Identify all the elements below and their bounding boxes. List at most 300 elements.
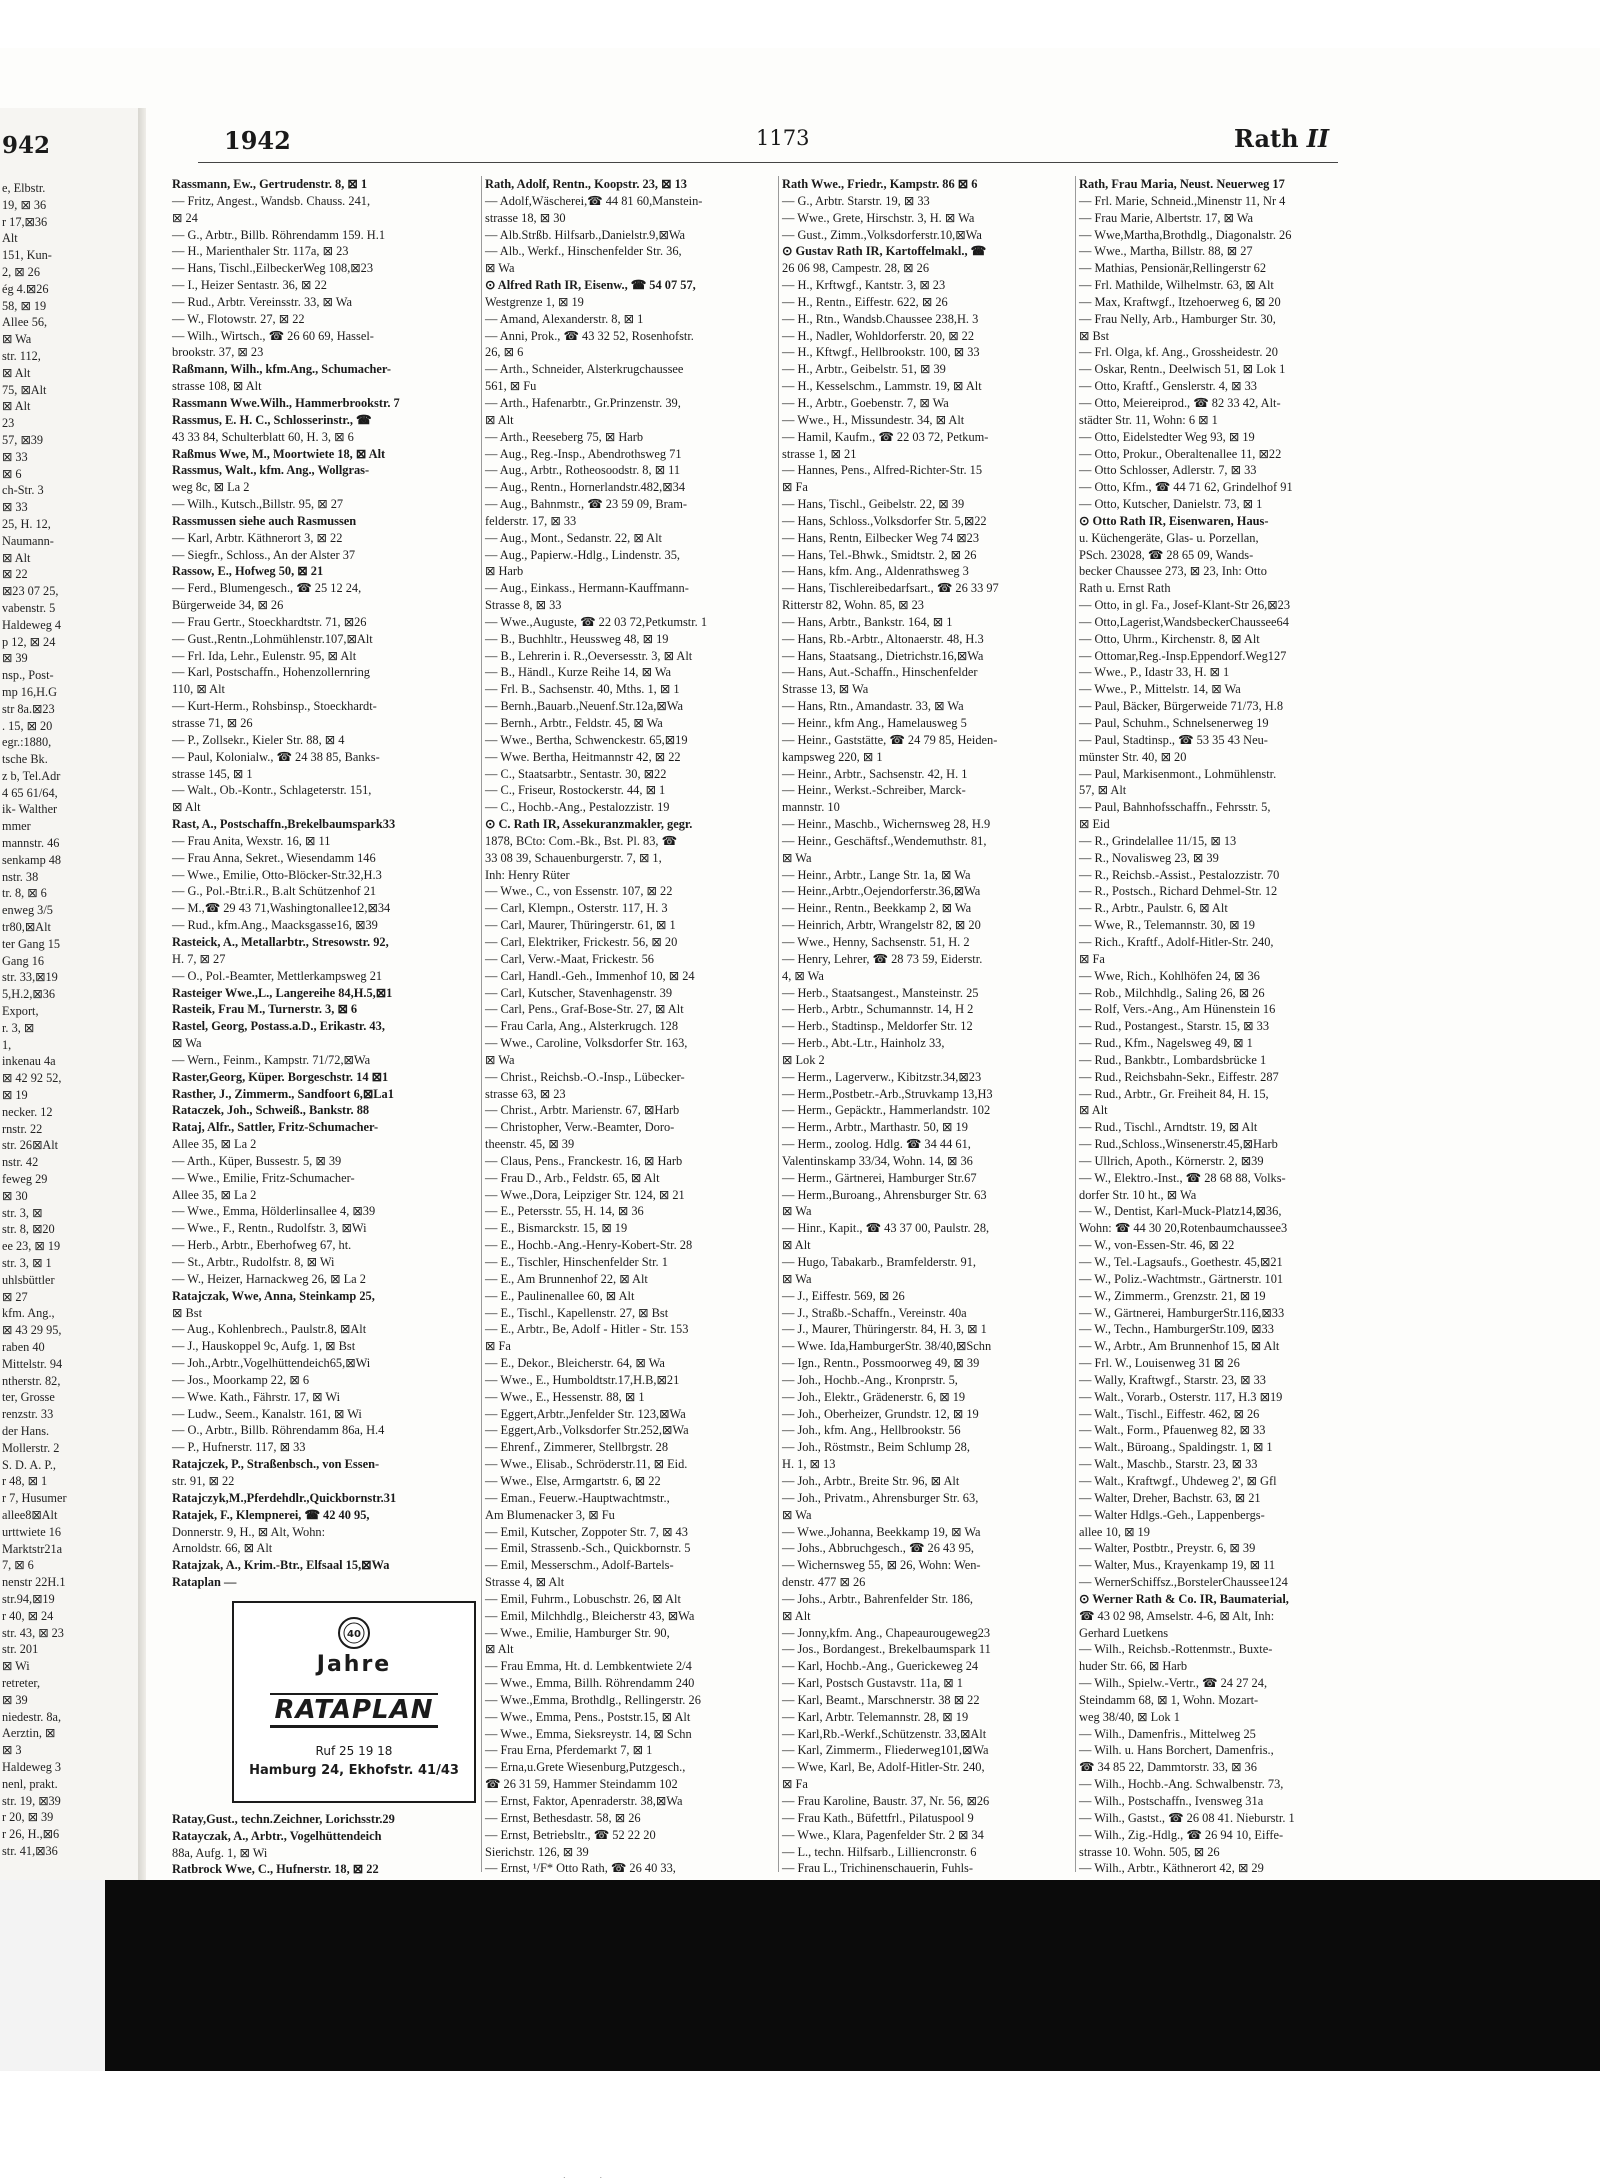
- directory-entry: — Wilh., Wirtsch., ☎ 26 60 69, Hassel-: [172, 328, 374, 343]
- directory-entry: — G., Arbtr. Starstr. 19, ⊠ 33: [782, 193, 930, 208]
- directory-entry: — E., Petersstr. 55, H. 14, ⊠ 36: [485, 1204, 644, 1219]
- previous-page-line: 25, H. 12,: [2, 516, 51, 531]
- directory-entry: — Rud., Reichsbahn-Sekr., Eiffestr. 287: [1079, 1069, 1279, 1084]
- directory-entry: — Hans, Aut.-Schaffn., Hinschenfelder: [782, 665, 978, 680]
- directory-entry: Steindamm 68, ⊠ 1, Wohn. Mozart-: [1079, 1692, 1259, 1707]
- directory-entry: — Frau Emma, Ht. d. Lembkentwiete 2/4: [485, 1659, 692, 1674]
- directory-entry: — Wichernsweg 55, ⊠ 26, Wohn: Wen-: [782, 1558, 981, 1573]
- directory-entry: — Frl. Olga, kf. Ang., Grossheidestr. 20: [1079, 345, 1278, 360]
- previous-page-line: renzstr. 33: [2, 1407, 54, 1422]
- directory-entry: ☎ 26 31 59, Hammer Steindamm 102: [485, 1777, 678, 1792]
- directory-entry: ⊠ Alt: [485, 1642, 514, 1657]
- directory-entry: — Adolf,Wäscherei,☎ 44 81 60,Manstein-: [485, 193, 703, 208]
- directory-entry: Rasther, J., Zimmerm., Sandfoort 6,⊠La1: [172, 1086, 394, 1101]
- directory-entry: — R., Postsch., Richard Dehmel-Str. 12: [1079, 884, 1278, 899]
- directory-entry: — Aug., Mont., Sedanstr. 22, ⊠ Alt: [485, 530, 662, 545]
- directory-entry: — Wwe., Emilie, Fritz-Schumacher-: [172, 1170, 355, 1185]
- directory-entry: — Rud., Postangest., Starstr. 15, ⊠ 33: [1079, 1019, 1270, 1034]
- directory-entry: — Wwe., P., Mittelstr. 14, ⊠ Wa: [1079, 682, 1241, 697]
- directory-entry: Rath, Adolf, Rentn., Koopstr. 23, ⊠ 13: [485, 177, 687, 191]
- directory-entry: Rath u. Ernst Rath: [1079, 581, 1171, 596]
- directory-entry: — Otto, Eidelstedter Weg 93, ⊠ 19: [1079, 429, 1255, 444]
- directory-entry: — Aug., Rentn., Hornerlandstr.482,⊠34: [485, 480, 686, 495]
- previous-page-line: ⊠ 3: [2, 1743, 22, 1758]
- previous-page-line: str.94,⊠19: [2, 1591, 55, 1606]
- previous-page-line: ég 4.⊠26: [2, 281, 49, 296]
- directory-entry: Rassmann Wwe.Wilh., Hammerbrookstr. 7: [172, 395, 400, 410]
- directory-entry: ⊠ Harb: [485, 564, 524, 579]
- directory-entry: — Paul, Schuhm., Schnelsenerweg 19: [1079, 716, 1269, 730]
- directory-entry: Rasteick, A., Metallarbtr., Stresowstr. 92,: [172, 934, 389, 949]
- directory-entry: Rataczek, Joh., Schweiß., Bankstr. 88: [172, 1103, 370, 1118]
- previous-page-line: 23: [2, 416, 15, 431]
- directory-entry: — Eman., Feuerw.-Hauptwachtmstr.,: [485, 1490, 670, 1505]
- directory-entry: — L., techn. Hilfsarb., Lilliencronstr. 6: [782, 1844, 977, 1859]
- directory-entry: ⊠ Bst: [1079, 328, 1110, 343]
- previous-page-line: retreter,: [2, 1675, 41, 1690]
- directory-entry: — Wwe. Ida,HamburgerStr. 38/40,⊠Schn: [782, 1339, 992, 1354]
- previous-page-line: r 48, ⊠ 1: [2, 1474, 48, 1489]
- directory-entry: Raßmus Wwe, M., Moortwiete 18, ⊠ Alt: [172, 446, 386, 461]
- directory-entry: — Arth., Reeseberg 75, ⊠ Harb: [485, 429, 644, 444]
- directory-entry: ⊙ C. Rath IR, Assekuranzmakler, gegr.: [485, 817, 693, 832]
- previous-page-line: tr. 8, ⊠ 6: [2, 886, 47, 901]
- directory-entry: — Claus, Pens., Franckestr. 16, ⊠ Harb: [485, 1153, 683, 1168]
- previous-page-line: urttwiete 16: [2, 1524, 62, 1539]
- previous-page-line: Marktstr21a: [2, 1541, 63, 1556]
- directory-entry: — M.,☎ 29 43 71,Washingtonallee12,⊠34: [172, 901, 391, 916]
- directory-entry: — Hamil, Kaufm., ☎ 22 03 72, Petkum-: [782, 429, 989, 444]
- directory-entry: Rasteiger Wwe.,L., Langereihe 84,H.5,⊠1: [172, 985, 393, 1000]
- directory-entry: 110, ⊠ Alt: [172, 682, 225, 697]
- previous-page-line: z b, Tel.Adr: [2, 768, 61, 783]
- directory-entry: ⊠ Wa: [172, 1036, 202, 1051]
- previous-page-line: r 40, ⊠ 24: [2, 1608, 54, 1623]
- directory-entry: — H., Kesselschm., Lammstr. 19, ⊠ Alt: [782, 379, 982, 394]
- directory-entry: — Wilh., Damenfris., Mittelweg 25: [1079, 1726, 1256, 1741]
- previous-page-line: Haldeweg 3: [2, 1759, 62, 1774]
- directory-entry: — Aug., Reg.-Insp., Abendrothsweg 71: [485, 446, 682, 461]
- directory-entry: Gerhard Luetkens: [1079, 1625, 1169, 1640]
- directory-entry: — H., Arbtr., Geibelstr. 51, ⊠ 39: [782, 362, 946, 377]
- directory-entry: — WernerSchiffsz.,BorstelerChaussee124: [1079, 1575, 1288, 1590]
- directory-entry: dorfer Str. 10 ht., ⊠ Wa: [1079, 1187, 1197, 1202]
- directory-entry: — Karl, Postsch Gustavstr. 11a, ⊠ 1: [782, 1676, 963, 1691]
- scanner-black-band: [0, 1880, 1600, 2071]
- previous-page-line: e, Elbstr.: [2, 181, 46, 195]
- directory-entry: — H., Nadler, Wohldorferstr. 20, ⊠ 22: [782, 328, 975, 343]
- directory-entry: — E., Tischler, Hinschenfelder Str. 1: [485, 1255, 668, 1269]
- directory-entry: — Jos., Moorkamp 22, ⊠ 6: [172, 1372, 310, 1387]
- directory-entry: — Frau Anna, Sekret., Wiesendamm 146: [172, 850, 376, 865]
- directory-entry: — W., Flotowstr. 27, ⊠ 22: [172, 311, 305, 326]
- directory-entry: — Aug., Einkass., Hermann-Kauffmann-: [485, 581, 689, 596]
- previous-page-line: ⊠ 39: [2, 1692, 28, 1707]
- previous-page-line: ⊠ 33: [2, 500, 28, 515]
- directory-entry: ⊠ Wa: [485, 261, 515, 276]
- directory-entry: — Herm., zoolog. Hdlg. ☎ 34 44 61,: [782, 1137, 971, 1152]
- directory-entry: — C., Hochb.-Ang., Pestalozzistr. 19: [485, 800, 670, 815]
- directory-entry: städter Str. 11, Wohn: 6 ⊠ 1: [1079, 412, 1218, 427]
- directory-entry: weg 8c, ⊠ La 2: [172, 480, 250, 495]
- directory-entry: — Heinr., Geschäftsf.,Wendemuthstr. 81,: [782, 833, 987, 848]
- directory-entry: strasse 145, ⊠ 1: [172, 766, 253, 781]
- directory-entry: Allee 35, ⊠ La 2: [172, 1137, 257, 1152]
- directory-entry: — Eggert,Arbtr.,Jenfelder Str. 123,⊠Wa: [485, 1406, 686, 1421]
- directory-entry: — E., Paulinenallee 60, ⊠ Alt: [485, 1288, 635, 1303]
- directory-entry: — W., von-Essen-Str. 46, ⊠ 22: [1079, 1238, 1235, 1253]
- previous-page-line: ch-Str. 3: [2, 483, 44, 498]
- directory-entry: — Rud., Kfm., Nagelsweg 49, ⊠ 1: [1079, 1036, 1253, 1051]
- directory-entry: — Karl, Hochb.-Ang., Guerickeweg 24: [782, 1659, 979, 1674]
- directory-entry: — Wwe., Emma, Pens., Poststr.15, ⊠ Alt: [485, 1709, 691, 1724]
- directory-entry: — W., Heizer, Harnackweg 26, ⊠ La 2: [172, 1271, 366, 1286]
- directory-entry: — Ign., Rentn., Possmoorweg 49, ⊠ 39: [782, 1356, 980, 1371]
- running-title-name: Rath: [1234, 124, 1299, 153]
- directory-entry: ⊠ Wa: [485, 1052, 515, 1067]
- directory-entry: — Frau D., Arb., Feldstr. 65, ⊠ Alt: [485, 1170, 660, 1185]
- directory-entry: — C., Staatsarbtr., Sentastr. 30, ⊠22: [485, 766, 667, 781]
- directory-entry: — Hans, Schloss.,Volksdorfer Str. 5,⊠22: [782, 513, 987, 528]
- directory-entry: ⊙ Alfred Rath IR, Eisenw., ☎ 54 07 57,: [485, 278, 696, 293]
- directory-entry: Rastel, Georg, Postass.a.D., Erikastr. 43,: [172, 1019, 385, 1034]
- directory-entry: — Paul, Bahnhofsschaffn., Fehrsstr. 5,: [1079, 800, 1271, 815]
- directory-entry: strasse 1, ⊠ 21: [782, 446, 857, 461]
- directory-entry: Am Blumenacker 3, ⊠ Fu: [485, 1507, 615, 1522]
- previous-page-line: feweg 29: [2, 1172, 48, 1187]
- directory-entry: — Karl, Beamt., Marschnerstr. 38 ⊠ 22: [782, 1692, 980, 1707]
- directory-entry: — Heinr.,Arbtr.,Oejendorferstr.36,⊠Wa: [782, 884, 981, 899]
- directory-entry: — Frau Karoline, Baustr. 37, Nr. 56, ⊠26: [782, 1794, 990, 1808]
- directory-entry: — St., Arbtr., Rudolfstr. 8, ⊠ Wi: [172, 1255, 335, 1269]
- previous-page-line: raben 40: [2, 1339, 45, 1354]
- column-divider: [1075, 176, 1076, 1872]
- previous-page-line: r. 3, ⊠: [2, 1020, 35, 1035]
- directory-entry: — Fritz, Angest., Wandsb. Chauss. 241,: [172, 193, 371, 208]
- column-4: [1079, 176, 1385, 1876]
- directory-entry: ⊠ Wa: [782, 1271, 812, 1286]
- directory-entry: — W., Tel.-Lagsaufs., Goethestr. 45,⊠21: [1079, 1255, 1283, 1269]
- directory-entry: — J., Straßb.-Schaffn., Vereinstr. 40a: [782, 1305, 967, 1320]
- directory-entry: — H., Krftwgf., Kantstr. 3, ⊠ 23: [782, 278, 946, 293]
- directory-entry: — C., Friseur, Rostockerstr. 44, ⊠ 1: [485, 783, 666, 798]
- directory-entry: 561, ⊠ Fu: [485, 379, 537, 394]
- directory-entry: — Anni, Prok., ☎ 43 32 52, Rosenhofstr.: [485, 328, 694, 343]
- directory-entry: — W., Dentist, Karl-Muck-Platz14,⊠36,: [1079, 1204, 1282, 1219]
- directory-entry: — I., Heizer Sentastr. 36, ⊠ 22: [172, 278, 327, 293]
- directory-entry: felderstr. 17, ⊠ 33: [485, 513, 577, 528]
- directory-entry: — Rob., Milchhdlg., Saling 26, ⊠ 26: [1079, 985, 1265, 1000]
- directory-entry: denstr. 477 ⊠ 26: [782, 1575, 866, 1590]
- previous-page-line: str. 3, ⊠ 1: [2, 1256, 52, 1270]
- previous-page-line: 151, Kun-: [2, 248, 52, 263]
- directory-entry: — Wwe., E., Humboldtstr.17,H.B,⊠21: [485, 1372, 680, 1387]
- bottom-margin: [0, 2071, 1600, 2177]
- directory-entry: strasse 63, ⊠ 23: [485, 1086, 566, 1101]
- previous-page-line: vabenstr. 5: [2, 600, 56, 615]
- directory-entry: ⊠ 24: [172, 210, 198, 225]
- directory-entry: Ratajczyk,M.,Pferdehdlr.,Quickbornstr.31: [172, 1490, 397, 1505]
- previous-page-line: niedestr. 8a,: [2, 1709, 62, 1724]
- directory-entry: — Ludw., Seem., Kanalstr. 161, ⊠ Wi: [172, 1406, 362, 1421]
- previous-page-line: p 12, ⊠ 24: [2, 634, 56, 649]
- directory-entry: — Carl, Pens., Graf-Bose-Str. 27, ⊠ Alt: [485, 1002, 684, 1017]
- ad-address: Hamburg 24, Ekhofstr. 41/43: [249, 1762, 459, 1778]
- directory-entry: Raßmann, Wilh., kfm.Ang., Schumacher-: [172, 362, 392, 377]
- previous-page-line: mannstr. 46: [2, 836, 60, 851]
- directory-entry: — Oskar, Rentn., Deelwisch 51, ⊠ Lok 1: [1079, 362, 1286, 377]
- directory-entry: Ratajczak, Wwe, Anna, Steinkamp 25,: [172, 1288, 375, 1303]
- directory-entry: — Rud., kfm.Ang., Maacksgasse16, ⊠39: [172, 918, 378, 933]
- directory-entry: — Wilh. u. Hans Borchert, Damenfris.,: [1079, 1743, 1274, 1758]
- directory-entry: — Ullrich, Apoth., Körnerstr. 2, ⊠39: [1079, 1153, 1264, 1168]
- directory-entry: — H., Rentn., Eiffestr. 622, ⊠ 26: [782, 294, 948, 309]
- directory-entry: mannstr. 10: [782, 800, 840, 815]
- directory-entry: — Wwe.,Dora, Leipziger Str. 124, ⊠ 21: [485, 1187, 685, 1202]
- directory-entry: Bürgerweide 34, ⊠ 26: [172, 598, 284, 613]
- column-divider: [778, 176, 779, 1872]
- directory-entry: — Hans, Staatsang., Dietrichstr.16,⊠Wa: [782, 648, 984, 663]
- directory-entry: — Wwe., Emma, Billh. Röhrendamm 240: [485, 1676, 695, 1691]
- previous-page-line: str. 201: [2, 1642, 39, 1657]
- directory-entry: — Otto, in gl. Fa., Josef-Klant-Str 26,⊠23: [1079, 598, 1291, 613]
- directory-entry: — Frl. Ida, Lehr., Eulenstr. 95, ⊠ Alt: [172, 648, 357, 663]
- directory-entry: — Otto, Meiereiprod., ☎ 82 33 42, Alt-: [1079, 395, 1281, 410]
- directory-entry: — Ernst, Bethesdastr. 58, ⊠ 26: [485, 1810, 641, 1825]
- directory-entry: u. Küchengeräte, Glas- u. Porzellan,: [1079, 530, 1259, 545]
- directory-entry: — Joh., Privatm., Ahrensburger Str. 63,: [782, 1490, 979, 1505]
- book-gutter: [138, 108, 146, 1880]
- directory-entry: — Hans, kfm. Ang., Aldenrathsweg 3: [782, 564, 969, 579]
- directory-entry: — Rud., Tischl., Arndtstr. 19, ⊠ Alt: [1079, 1120, 1258, 1135]
- previous-page-line: Aerztin, ⊠: [2, 1726, 56, 1741]
- previous-page-line: ⊠ 33: [2, 449, 28, 464]
- directory-entry: — Arth., Schneider, Alsterkrugchaussee: [485, 362, 684, 377]
- previous-page-line: str. 43, ⊠ 23: [2, 1625, 64, 1640]
- directory-entry: — O., Pol.-Beamter, Mettlerkampsweg 21: [172, 968, 383, 983]
- directory-entry: 26, ⊠ 6: [485, 345, 524, 360]
- directory-entry: — Wwe., Klara, Pagenfelder Str. 2 ⊠ 34: [782, 1827, 984, 1842]
- directory-entry: brookstr. 37, ⊠ 23: [172, 345, 264, 360]
- directory-entry: — B., Buchhltr., Heussweg 48, ⊠ 19: [485, 631, 669, 646]
- directory-entry: — Walter, Postbtr., Preystr. 6, ⊠ 39: [1079, 1541, 1256, 1556]
- directory-entry: Rassmann, Ew., Gertrudenstr. 8, ⊠ 1: [172, 177, 368, 191]
- directory-entry: — Herb., Abt.-Ltr., Hainholz 33,: [782, 1036, 945, 1051]
- directory-entry: — Frau Gertr., Stoeckhardtstr. 71, ⊠26: [172, 614, 367, 629]
- scanner-edge-strip: [0, 1880, 105, 2071]
- column-2: [485, 176, 791, 1876]
- directory-entry: 26 06 98, Campestr. 28, ⊠ 26: [782, 261, 930, 276]
- directory-entry: — Emil, Milchhdlg., Bleicherstr 43, ⊠Wa: [485, 1608, 695, 1623]
- directory-entry: — Frau Erna, Pferdemarkt 7, ⊠ 1: [485, 1743, 653, 1758]
- directory-entry: ⊠ Lok 2: [782, 1052, 825, 1067]
- previous-page-line: 19, ⊠ 36: [2, 197, 47, 212]
- directory-entry: ⊠ Alt: [1079, 1103, 1108, 1118]
- directory-entry: — Jos., Bordangest., Brekelbaumspark 11: [782, 1642, 991, 1657]
- directory-entry: — Carl, Elektriker, Frickestr. 56, ⊠ 20: [485, 934, 678, 949]
- previous-page-line: senkamp 48: [2, 852, 62, 867]
- previous-page-line: str. 26⊠Alt: [2, 1138, 59, 1153]
- directory-entry: ⊠ Bst: [172, 1305, 203, 1320]
- directory-entry: — Max, Kraftwgf., Itzehoerweg 6, ⊠ 20: [1079, 294, 1281, 309]
- previous-page-line: enweg 3/5: [2, 903, 53, 918]
- directory-entry: — Walter Hdlgs.-Geh., Lappenbergs-: [1079, 1507, 1265, 1522]
- previous-page-line: inkenau 4a: [2, 1054, 56, 1069]
- directory-entry: — Hans, Arbtr., Bankstr. 164, ⊠ 1: [782, 614, 953, 629]
- directory-entry: strasse 10. Wohn. 505, ⊠ 26: [1079, 1844, 1220, 1859]
- directory-entry: — Heinr., kfm Ang., Hamelausweg 5: [782, 716, 967, 730]
- previous-page-line: ee 23, ⊠ 19: [2, 1239, 61, 1254]
- directory-entry: Ratajzak, A., Krim.-Btr., Elfsaal 15,⊠Wa: [172, 1558, 390, 1573]
- directory-entry: — Walter, Mus., Krayenkamp 19, ⊠ 11: [1079, 1558, 1276, 1573]
- directory-entry: ⊠ Alt: [172, 800, 201, 815]
- directory-entry: ⊠ Wa: [782, 850, 812, 865]
- directory-entry: — Arth., Küper, Bussestr. 5, ⊠ 39: [172, 1153, 342, 1168]
- directory-entry: — Herm., Gärtnerei, Hamburger Str.67: [782, 1170, 977, 1185]
- page-header: [146, 122, 1396, 162]
- directory-entry: — E., Am Brunnenhof 22, ⊠ Alt: [485, 1271, 648, 1286]
- directory-entry: — Wilh., Gastst., ☎ 26 08 41. Nieburstr. 1: [1079, 1810, 1295, 1825]
- directory-entry: — Jonny,kfm. Ang., Chapeaurougeweg23: [782, 1625, 991, 1640]
- directory-entry: ⊙ Gustav Rath IR, Kartoffelmakl., ☎: [782, 244, 987, 259]
- directory-entry: — E., Hochb.-Ang.-Henry-Kobert-Str. 28: [485, 1238, 693, 1253]
- directory-entry: Ritterstr 82, Wohn. 85, ⊠ 23: [782, 598, 925, 613]
- top-margin: [0, 0, 1600, 48]
- directory-entry: — Herm., Gepäcktr., Hammerlandstr. 102: [782, 1103, 991, 1118]
- directory-entry: Arnoldstr. 66, ⊠ Alt: [172, 1541, 273, 1556]
- directory-entry: — Herm., Arbtr., Marthastr. 50, ⊠ 19: [782, 1120, 968, 1135]
- directory-entry: 57, ⊠ Alt: [1079, 783, 1127, 798]
- directory-entry: — Mathias, Pensionär,Rellingerstr 62: [1079, 261, 1267, 276]
- directory-entry: — Gust.,Rentn.,Lohmühlenstr.107,⊠Alt: [172, 631, 373, 646]
- directory-entry: — Hans, Tischl., Geibelstr. 22, ⊠ 39: [782, 497, 965, 512]
- directory-entry: — Otto,Lagerist,WandsbeckerChaussee64: [1079, 614, 1289, 629]
- directory-entry: — Joh., kfm. Ang., Hellbrookstr. 56: [782, 1423, 961, 1438]
- directory-entry: — Hans, Tischl.,EilbeckerWeg 108,⊠23: [172, 261, 374, 276]
- previous-page-line: 57, ⊠39: [2, 432, 44, 447]
- directory-entry: strasse 108, ⊠ Alt: [172, 379, 262, 394]
- directory-entry: — E., Tischl., Kapellenstr. 27, ⊠ Bst: [485, 1305, 669, 1320]
- directory-entry: Rataplan —: [172, 1575, 237, 1590]
- previous-page-header: 942: [2, 132, 51, 159]
- directory-entry: — Alb., Werkf., Hinschenfelder Str. 36,: [485, 244, 682, 259]
- directory-entry: Ratajczek, P., Straßenbsch., von Essen-: [172, 1457, 380, 1472]
- directory-entry: ⊠ Wa: [782, 1507, 812, 1522]
- directory-entry: Strasse 4, ⊠ Alt: [485, 1575, 565, 1590]
- directory-entry: — Frau Anita, Wexstr. 16, ⊠ 11: [172, 833, 331, 848]
- previous-page-line: ⊠ 43 29 95,: [2, 1323, 62, 1338]
- directory-entry: — Heinr., Arbtr., Lange Str. 1a, ⊠ Wa: [782, 867, 971, 882]
- running-title: [1234, 124, 1329, 153]
- previous-page-line: uhlsbüttler: [2, 1272, 55, 1287]
- volume-numeral: II: [1306, 124, 1330, 153]
- directory-entry: — Emil, Messerschm., Adolf-Bartels-: [485, 1558, 674, 1573]
- directory-entry: ⊠ Fa: [485, 1339, 511, 1354]
- previous-page-line: tsche Bk.: [2, 752, 48, 767]
- directory-entry: — Siegfr., Schloss., An der Alster 37: [172, 547, 356, 562]
- directory-entry: Wohn: ☎ 44 30 20,Rotenbaumchaussee3: [1079, 1221, 1288, 1236]
- previous-page-line: ⊠ 27: [2, 1289, 28, 1304]
- directory-entry: — R., Arbtr., Paulstr. 6, ⊠ Alt: [1079, 901, 1228, 916]
- directory-entry: — Wilh., Zig.-Hdlg., ☎ 26 94 10, Eiffe-: [1079, 1827, 1284, 1842]
- directory-entry: — Karl, Zimmerm., Fliederweg101,⊠Wa: [782, 1743, 989, 1758]
- directory-entry: Rath, Frau Maria, Neust. Neuerweg 17: [1079, 177, 1285, 191]
- directory-entry: — Carl, Verw.-Maat, Frickestr. 56: [485, 951, 654, 966]
- directory-entry: — H., Rtn., Wandsb.Chaussee 238,H. 3: [782, 311, 979, 326]
- directory-entry: H. 1, ⊠ 13: [782, 1457, 836, 1472]
- directory-entry: — W., Techn., HamburgerStr.109, ⊠33: [1079, 1322, 1274, 1337]
- directory-entry: kampsweg 220, ⊠ 1: [782, 749, 883, 764]
- rataplan-advertisement: [232, 1601, 476, 1803]
- directory-entry: — Wwe. Bertha, Heitmannstr 42, ⊠ 22: [485, 749, 681, 764]
- directory-entry: — Heinr., Gaststätte, ☎ 24 79 85, Heiden-: [782, 732, 998, 747]
- directory-entry: Ratajek, F., Klempnerei, ☎ 42 40 95,: [172, 1507, 370, 1522]
- directory-entry: — H., Marienthaler Str. 117a, ⊠ 23: [172, 244, 349, 259]
- directory-entry: — Paul, Stadtinsp., ☎ 53 35 43 Neu-: [1079, 732, 1268, 747]
- directory-entry: — E., Arbtr., Be, Adolf - Hitler - Str. 153: [485, 1322, 689, 1337]
- directory-entry: — Bernh., Arbtr., Feldstr. 45, ⊠ Wa: [485, 716, 663, 730]
- directory-entry: — Carl, Maurer, Thüringerstr. 61, ⊠ 1: [485, 918, 676, 933]
- directory-entry: — Frau Marie, Albertstr. 17, ⊠ Wa: [1079, 210, 1253, 225]
- directory-entry: — Frau Nelly, Arb., Hamburger Str. 30,: [1079, 311, 1276, 326]
- directory-entry: — Henry, Lehrer, ☎ 28 73 59, Eiderstr.: [782, 951, 983, 966]
- directory-entry: — G., Arbtr., Billb. Röhrendamm 159. H.1: [172, 227, 386, 242]
- previous-page-line: Haldeweg 4: [2, 617, 62, 632]
- directory-entry: — Wwe., H., Missundestr. 34, ⊠ Alt: [782, 412, 965, 427]
- previous-page-line: Allee 56,: [2, 315, 48, 330]
- directory-entry: — Frl. Mathilde, Wilhelmstr. 63, ⊠ Alt: [1079, 278, 1274, 293]
- previous-page-line: 75, ⊠Alt: [2, 382, 47, 397]
- previous-page-line: Mollerstr. 2: [2, 1440, 60, 1455]
- badge-number: 40: [347, 1628, 361, 1640]
- previous-page-line: mmer: [2, 819, 31, 834]
- header-rule: [198, 162, 1338, 163]
- directory-entry: 88a, Aufg. 1, ⊠ Wi: [172, 1845, 268, 1860]
- directory-entry: — Karl, Arbtr. Käthnerort 3, ⊠ 22: [172, 530, 343, 545]
- previous-page-line: 7, ⊠ 6: [2, 1558, 34, 1573]
- directory-entry: Rassmus, E. H. C., Schlosserinstr., ☎: [172, 412, 372, 427]
- directory-entry: — Carl, Handl.-Geh., Immenhof 10, ⊠ 24: [485, 968, 695, 983]
- directory-entry: — Aug., Kohlenbrech., Paulstr.8, ⊠Alt: [172, 1322, 367, 1337]
- directory-entry: — Otto, Prokur., Oberaltenallee 11, ⊠22: [1079, 446, 1282, 461]
- directory-entry: Rassmussen siehe auch Rasmussen: [172, 513, 357, 528]
- directory-entry: ☎ 43 02 98, Amselstr. 4-6, ⊠ Alt, Inh:: [1079, 1608, 1275, 1623]
- directory-entry: — Gust., Zimm.,Volksdorferstr.10,⊠Wa: [782, 227, 982, 242]
- previous-page-line: nstr. 42: [2, 1155, 39, 1170]
- directory-entry: — Ferd., Blumengesch., ☎ 25 12 24,: [172, 581, 362, 596]
- directory-entry: allee 10, ⊠ 19: [1079, 1524, 1150, 1539]
- directory-entry: — Herm.,Buroang., Ahrensburger Str. 63: [782, 1187, 987, 1202]
- directory-entry: — Bernh.,Bauarb.,Neuenf.Str.12a,⊠Wa: [485, 699, 683, 714]
- directory-entry: — Wally, Kraftwgf., Starstr. 23, ⊠ 33: [1079, 1372, 1266, 1387]
- directory-entry: — Aug., Papierw.-Hdlg., Lindenstr. 35,: [485, 547, 681, 562]
- directory-entry: — Emil, Strassenb.-Sch., Quickbornstr. 5: [485, 1541, 691, 1556]
- directory-entry: — O., Arbtr., Billb. Röhrendamm 86a, H.4: [172, 1423, 385, 1438]
- directory-entry: ☎ 34 85 22, Dammtorstr. 33, ⊠ 36: [1079, 1760, 1257, 1775]
- directory-entry: ⊠ Fa: [782, 1777, 808, 1792]
- directory-entry: — Joh., Hochb.-Ang., Kronprstr. 5,: [782, 1372, 958, 1387]
- directory-entry: münster Str. 40, ⊠ 20: [1079, 749, 1187, 764]
- directory-entry: — Emil, Kutscher, Zoppoter Str. 7, ⊠ 43: [485, 1524, 688, 1539]
- directory-entry: — E., Bismarckstr. 15, ⊠ 19: [485, 1221, 628, 1236]
- directory-entry: — Wwe. Kath., Fährstr. 17, ⊠ Wi: [172, 1389, 341, 1404]
- previous-page-line: ⊠ Alt: [2, 399, 31, 414]
- directory-entry: Inh: Henry Rüter: [485, 867, 570, 882]
- directory-entry: — Frl. W., Louisenweg 31 ⊠ 26: [1079, 1356, 1240, 1371]
- directory-entry: Rataj, Alfr., Sattler, Fritz-Schumacher-: [172, 1120, 379, 1135]
- directory-entry: 1878, BCto: Com.-Bk., Bst. Pl. 83, ☎: [485, 833, 678, 848]
- previous-page-line: Export,: [2, 1004, 39, 1019]
